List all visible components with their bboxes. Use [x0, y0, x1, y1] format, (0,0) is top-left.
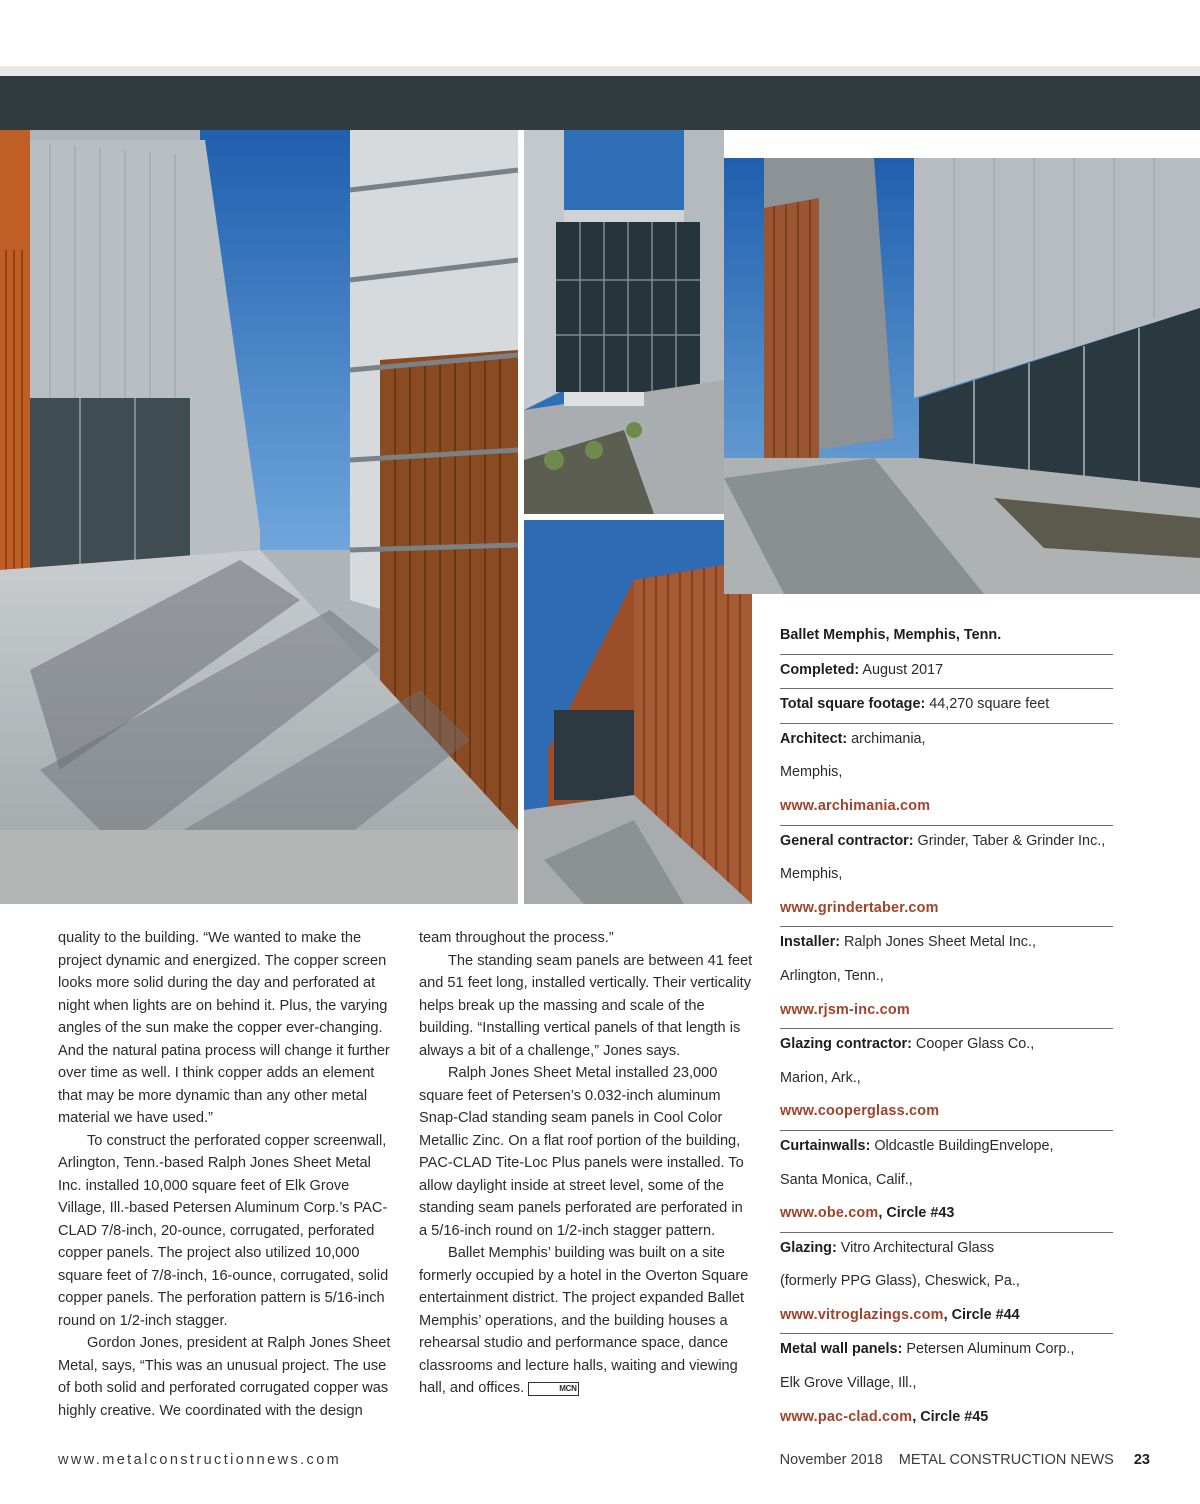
footer-website[interactable]: www.metalconstructionnews.com	[58, 1452, 342, 1468]
gc-city: Memphis,	[780, 866, 843, 883]
architect-label: Architect:	[780, 730, 848, 747]
article-column-1	[58, 927, 398, 1422]
installer-link[interactable]: www.rjsm-inc.com	[780, 1001, 910, 1018]
glazing-contractor-link[interactable]: www.cooperglass.com	[780, 1103, 940, 1120]
glazing-contractor-url-row	[780, 1096, 1113, 1131]
completed-value: August 2017	[859, 661, 944, 678]
article-paragraph: Ralph Jones Sheet Metal installed 23,000 square feet of Petersen’s 0.032-inch aluminum Snap-Clad standing seam panels in Cool Color Metallic Zinc. On a flat roof portion of the building, PAC-CLAD Tite-Loc Plus panels were installed. To allow daylight inside at street level, some of the standing seam panels perforated are perforated in a 5/16-inch round on 1/2-inch stagger pattern.	[419, 1065, 744, 1239]
glazing-contractor-row	[780, 1029, 1113, 1063]
wall-panels-city: Elk Grove Village, Ill.,	[780, 1375, 917, 1392]
curtainwalls-url-row	[780, 1198, 1113, 1233]
photo-walkway	[0, 130, 518, 904]
installer-url-row	[780, 995, 1113, 1030]
glazing-contractor-label: Glazing contractor:	[780, 1036, 912, 1053]
gc-row	[780, 826, 1113, 860]
top-rule	[0, 66, 1200, 76]
gc-link[interactable]: www.grindertaber.com	[780, 899, 939, 916]
curtainwalls-row	[780, 1131, 1113, 1165]
curtainwalls-circle: , Circle #43	[878, 1205, 955, 1222]
glazing-name: Vitro Architectural Glass	[836, 1239, 995, 1256]
glazing-url-row	[780, 1300, 1113, 1335]
wall-panels-row	[780, 1334, 1113, 1368]
sqft-label: Total square footage:	[780, 696, 926, 713]
footer-date: November 2018	[779, 1452, 883, 1468]
sqft-row	[780, 689, 1113, 724]
glazing-circle: , Circle #44	[943, 1306, 1020, 1323]
gc-name: Grinder, Taber & Grinder Inc.,	[913, 832, 1106, 849]
wall-panels-name: Petersen Aluminum Corp.,	[902, 1341, 1075, 1358]
gc-url-row	[780, 893, 1113, 928]
photo-courtyard	[524, 130, 724, 514]
installer-row	[780, 927, 1113, 961]
article-paragraph: To construct the perforated copper screenwall, Arlington, Tenn.-based Ralph Jones Sheet Metal Inc. installed 10,000 square feet of Elk Grove Village, Ill.-based Petersen Aluminum Corp.’s PAC-CLAD 7/8-inch, 20-ounce, corrugated, perforated copper panels. The project also utilized 10,000 square feet of 7/8-inch, 16-ounce, corrugated, solid copper panels. The perforation pattern is 5/16-inch round on 1/2-inch stagger.	[58, 1132, 389, 1329]
glazing-city: (formerly PPG Glass), Cheswick, Pa.,	[780, 1273, 1020, 1290]
end-mark: MCN	[528, 1382, 578, 1396]
architect-url-row	[780, 791, 1113, 826]
wall-panels-url-row	[780, 1402, 1113, 1436]
completed-row	[780, 655, 1113, 690]
footer-magazine: METAL CONSTRUCTION NEWS	[898, 1452, 1114, 1468]
architect-city: Memphis,	[780, 764, 843, 781]
article-paragraph: Gordon Jones, president at Ralph Jones Sheet Metal, says, “This was an unusual project. The use of both solid and perforated corrugated copper was highly creative. We coordinated with the design	[58, 1335, 391, 1419]
installer-name: Ralph Jones Sheet Metal Inc.,	[839, 934, 1036, 951]
wall-panels-label: Metal wall panels:	[780, 1341, 903, 1358]
curtainwalls-link[interactable]: www.obe.com	[780, 1205, 879, 1222]
installer-city: Arlington, Tenn.,	[780, 967, 884, 984]
article-paragraph: The standing seam panels are between 41 feet and 51 feet long, installed vertically. Their verticality helps break up the massing and scale of the building. “Installing vertical panels of that length is always a bit of a challenge,” Jones says.	[419, 952, 753, 1059]
article-paragraph-last	[419, 1242, 754, 1400]
curtainwalls-city: Santa Monica, Calif.,	[780, 1171, 913, 1188]
glazing-row	[780, 1233, 1113, 1267]
architect-name: archimania,	[847, 730, 926, 747]
completed-label: Completed:	[780, 661, 860, 678]
glazing-contractor-name: Cooper Glass Co.,	[911, 1036, 1035, 1053]
curtainwalls-label: Curtainwalls:	[780, 1137, 871, 1154]
footer-folio	[764, 1452, 1150, 1468]
wall-panels-circle: , Circle #45	[912, 1408, 989, 1425]
article-paragraph: quality to the building. “We wanted to make the project dynamic and energized. The copper screen looks more solid during the day and perforated at night when lights are on behind it. Plus, the varying angles of the sun make the copper ever-changing. And the natural patina process will change it further over time as well. I think copper adds an element that may be more dynamic than any other metal material we have used.”	[58, 930, 390, 1126]
glazing-label: Glazing:	[780, 1239, 837, 1256]
glazing-link[interactable]: www.vitroglazings.com	[780, 1306, 944, 1323]
architect-link[interactable]: www.archimania.com	[780, 797, 931, 814]
glazing-contractor-city: Marion, Ark.,	[780, 1069, 861, 1086]
article-paragraph-text: Ballet Memphis’ building was built on a site formerly occupied by a hotel in the Overton Square entertainment district. The project expanded Ballet Memphis’ operations, and the building houses a rehearsal studio and performance space, dance classrooms and lecture halls, waiting and viewing hall, and offices.	[419, 1245, 749, 1396]
photo-facade	[724, 158, 1200, 594]
project-facts-sidebar	[780, 620, 1113, 1435]
wall-panels-link[interactable]: www.pac-clad.com	[780, 1408, 913, 1425]
page-number: 23	[1133, 1452, 1150, 1468]
installer-label: Installer:	[780, 934, 840, 951]
architect-row	[780, 724, 1113, 758]
gc-label: General contractor:	[780, 832, 914, 849]
project-title-row	[780, 620, 1113, 655]
photo-copper-screenwall	[524, 520, 752, 904]
header-band	[0, 76, 1200, 130]
curtainwalls-name: Oldcastle BuildingEnvelope,	[870, 1137, 1054, 1154]
article-column-2	[419, 927, 754, 1400]
sqft-value: 44,270 square feet	[925, 696, 1050, 713]
article-paragraph: team throughout the process.”	[419, 930, 614, 946]
project-title: Ballet Memphis, Memphis, Tenn.	[780, 627, 1002, 643]
